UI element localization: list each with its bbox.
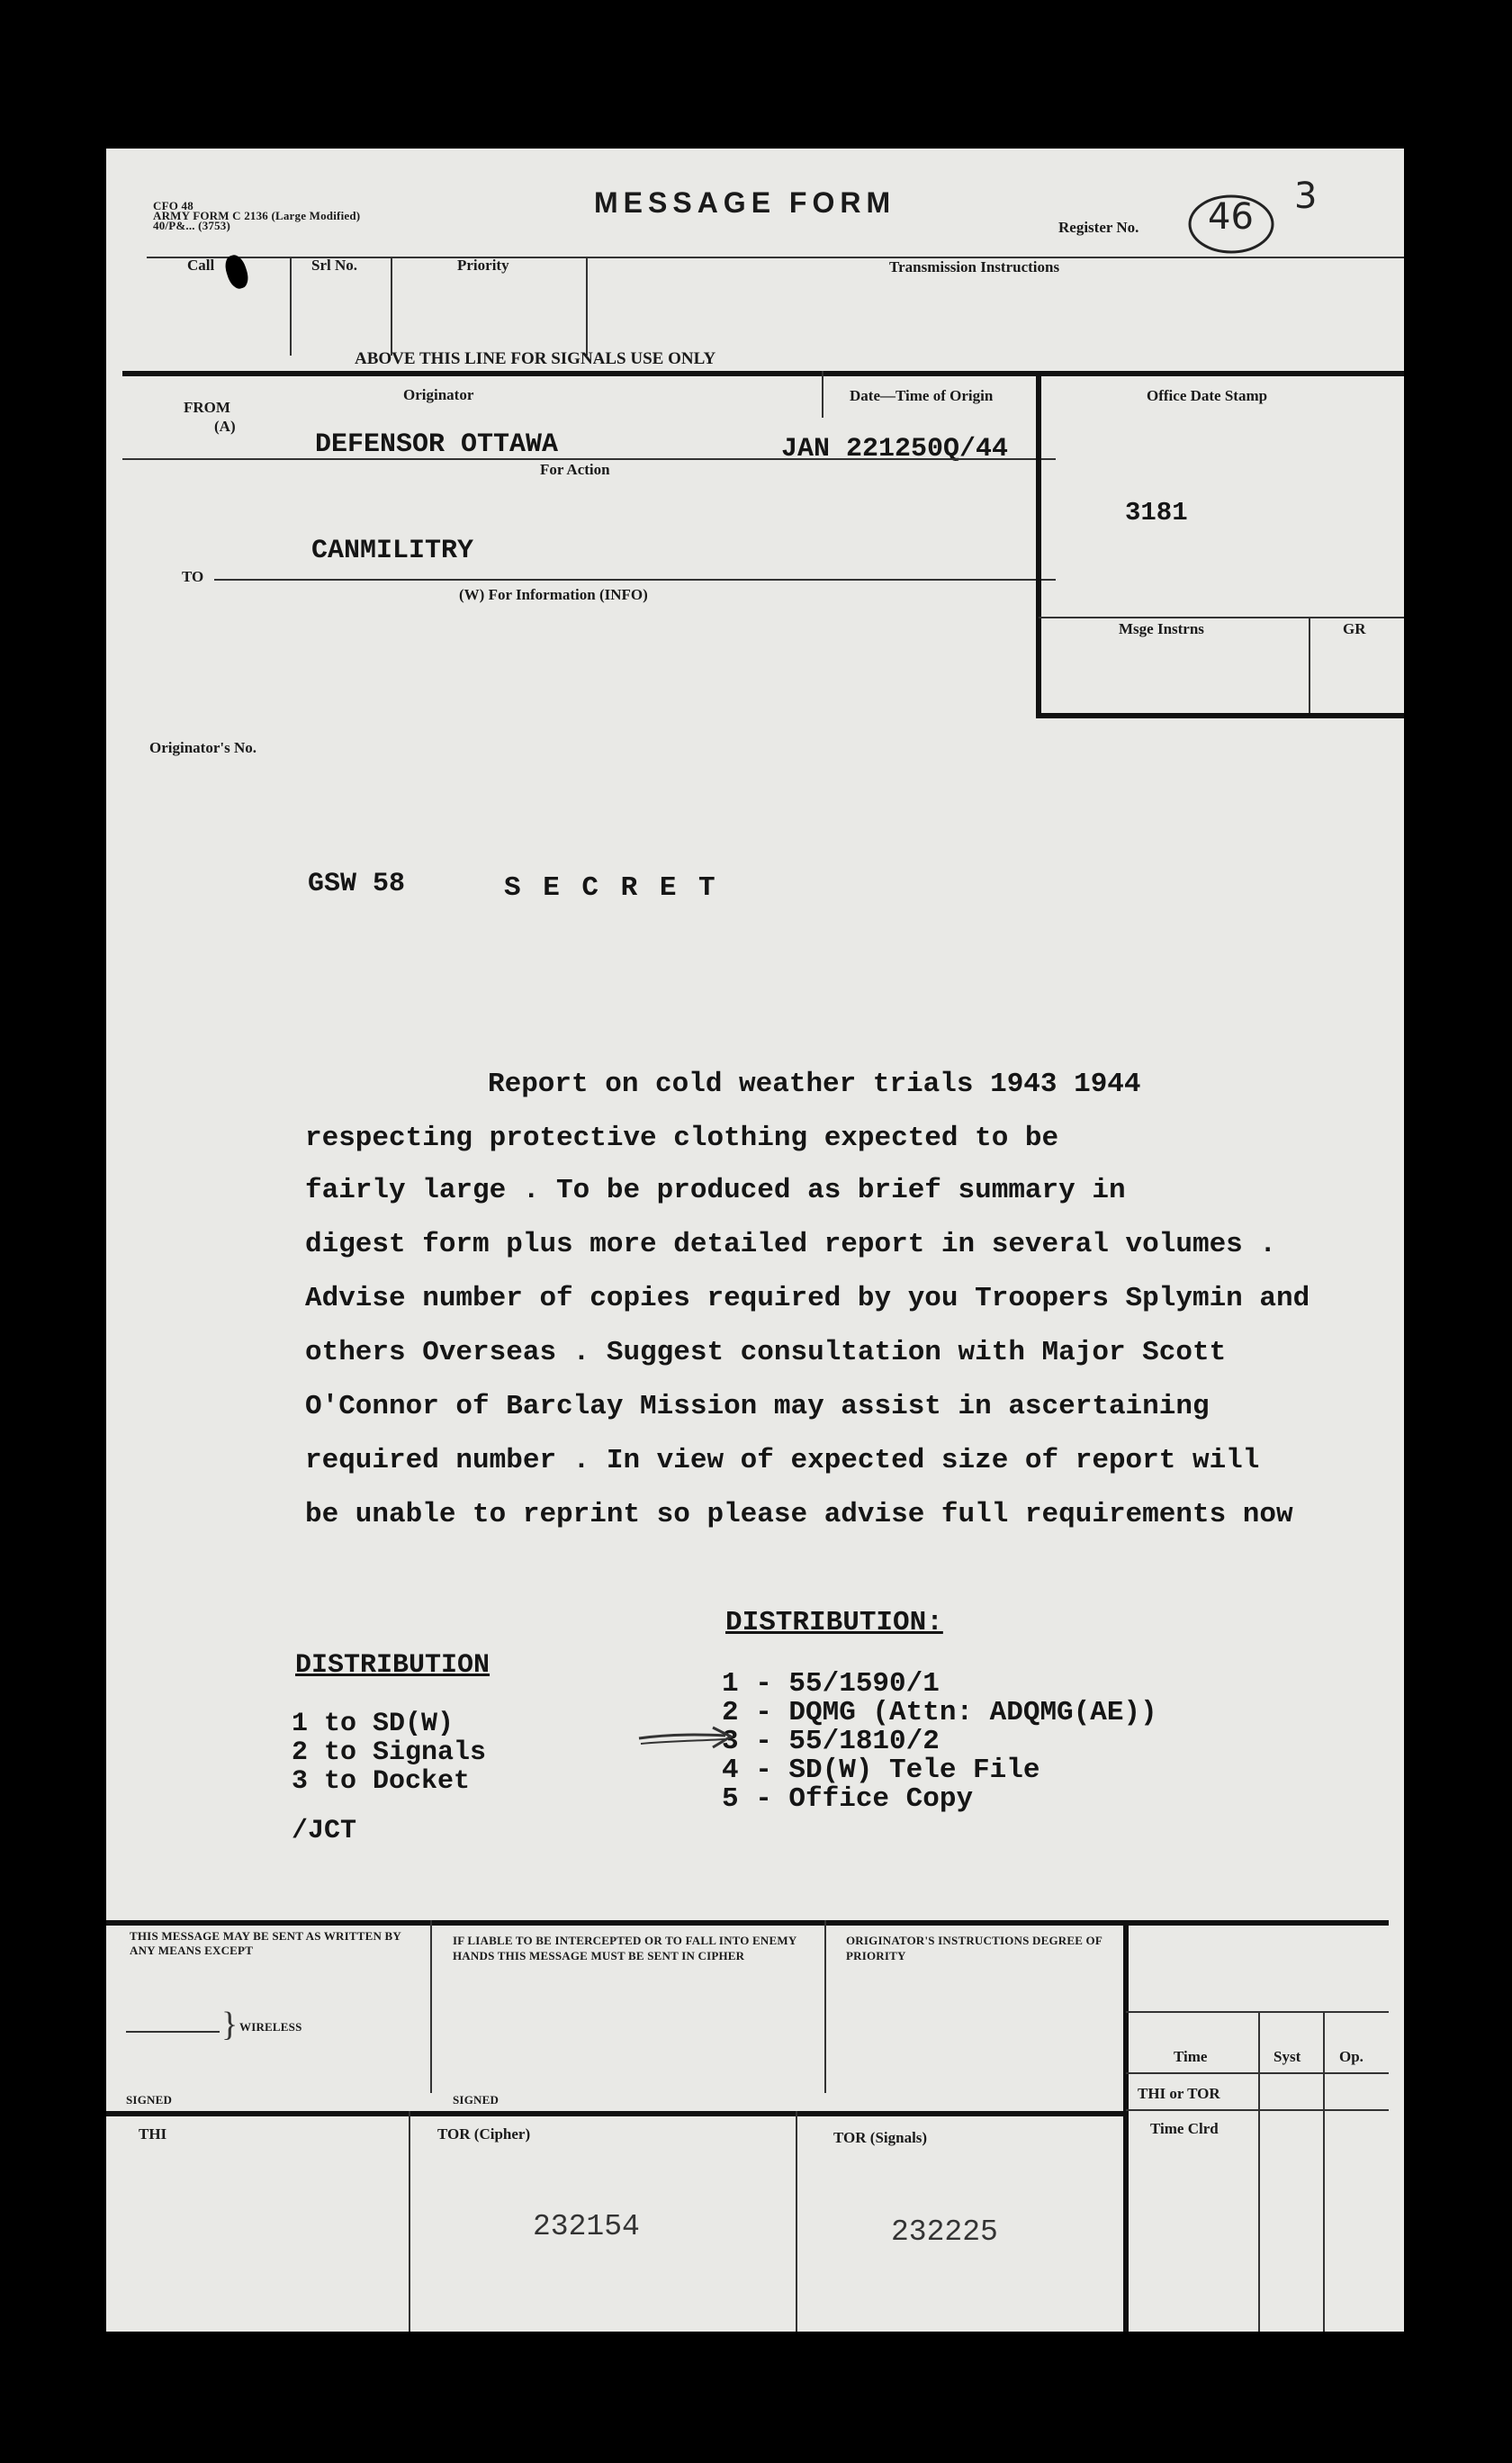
message-line-9: be unable to reprint so please advise full requirements now xyxy=(305,1499,1293,1530)
classification: S E C R E T xyxy=(504,872,718,904)
from-sub-label: (A) xyxy=(214,418,236,435)
thi-label: THI xyxy=(139,2125,167,2143)
brace-icon: } xyxy=(221,2006,238,2043)
transmission-instructions-label: Transmission Instructions xyxy=(889,258,1060,275)
date-time-origin-label: Date—Time of Origin xyxy=(850,387,994,404)
distribution-left-list xyxy=(292,1710,486,1796)
time-clrd-label: Time Clrd xyxy=(1150,2120,1219,2137)
priority-label: Priority xyxy=(457,257,509,274)
call-label: Call xyxy=(187,257,215,274)
message-form-sheet xyxy=(106,149,1404,2332)
distribution-right-item: 5 - Office Copy xyxy=(722,1783,974,1815)
message-line-1: Report on cold weather trials 1943 1944 xyxy=(488,1069,1141,1100)
originators-no-label: Originator's No. xyxy=(149,739,256,756)
syst-header: Syst xyxy=(1274,2048,1301,2065)
time-header: Time xyxy=(1174,2048,1208,2065)
form-title: MESSAGE FORM xyxy=(594,186,896,219)
initials: /JCT xyxy=(292,1816,357,1846)
to-label: TO xyxy=(182,568,204,585)
register-number: 46 xyxy=(1208,196,1254,238)
tor-signals-label: TOR (Signals) xyxy=(833,2129,928,2146)
distribution-left-item: 3 to Docket xyxy=(292,1766,471,1797)
distribution-right-list xyxy=(722,1670,1157,1814)
distribution-right-item: 1 - 55/1590/1 xyxy=(722,1668,940,1700)
office-stamp-label: Office Date Stamp xyxy=(1147,387,1268,404)
info-label: (W) For Information (INFO) xyxy=(459,586,648,603)
distribution-left-item: 1 to SD(W) xyxy=(292,1709,454,1739)
originator-value: DEFENSOR OTTAWA xyxy=(315,429,559,460)
message-line-6: others Overseas . Suggest consultation with Major Scott xyxy=(305,1337,1227,1368)
footer-send-note: THIS MESSAGE MAY BE SENT AS WRITTEN BY ANY MEANS EXCEPT xyxy=(130,1929,401,1957)
distribution-right-item: 3 - 55/1810/2 xyxy=(722,1726,940,1757)
from-label: FROM xyxy=(184,399,230,416)
message-line-3: fairly large . To be produced as brief summary in xyxy=(305,1175,1126,1206)
form-codes: CFO 48 ARMY FORM C 2136 (Large Modified) 40/P&... (3753) xyxy=(153,199,361,232)
gr-label: GR xyxy=(1343,620,1366,637)
footer-cipher-note: IF LIABLE TO BE INTERCEPTED OR TO FALL INTO ENEMY HANDS THIS MESSAGE MUST BE SENT IN CIPHER xyxy=(453,1934,796,1962)
page-number: 3 xyxy=(1294,176,1318,217)
message-line-8: required number . In view of expected size of report will xyxy=(305,1445,1260,1476)
message-line-5: Advise number of copies required by you Troopers Splymin and xyxy=(305,1283,1310,1314)
tor-cipher-label: TOR (Cipher) xyxy=(437,2125,531,2143)
signed-label-1: SIGNED xyxy=(126,2093,173,2107)
tor-signals-value: 232225 xyxy=(891,2215,998,2249)
office-stamp-value: 3181 xyxy=(1125,498,1188,528)
thi-tor-label: THI or TOR xyxy=(1138,2085,1220,2102)
tor-cipher-value: 232154 xyxy=(533,2210,640,2243)
handwritten-arrow-icon xyxy=(637,1724,734,1751)
footer-originator-instructions: ORIGINATOR'S INSTRUCTIONS DEGREE OF PRIORITY xyxy=(846,1934,1102,1962)
register-label: Register No. xyxy=(1058,219,1139,236)
date-time-origin-value: JAN 221250Q/44 xyxy=(781,434,1009,465)
signed-label-2: SIGNED xyxy=(453,2093,500,2107)
msge-instrns-label: Msge Instrns xyxy=(1119,620,1204,637)
distribution-left-title: DISTRIBUTION xyxy=(295,1650,490,1681)
distribution-right-item: 2 - DQMG (Attn: ADQMG(AE)) xyxy=(722,1697,1157,1728)
distribution-right-item: 4 - SD(W) Tele File xyxy=(722,1755,1040,1786)
wireless-label: WIRELESS xyxy=(239,2020,302,2034)
for-action-label: For Action xyxy=(540,461,610,478)
op-header: Op. xyxy=(1339,2048,1364,2065)
originator-label: Originator xyxy=(403,386,474,403)
message-line-2: respecting protective clothing expected to be xyxy=(305,1123,1059,1154)
message-line-7: O'Connor of Barclay Mission may assist in ascertaining xyxy=(305,1391,1210,1422)
to-action-value: CANMILITRY xyxy=(311,536,474,566)
distribution-left-item: 2 to Signals xyxy=(292,1737,487,1768)
message-reference: GSW 58 xyxy=(308,869,406,899)
signals-use-note: ABOVE THIS LINE FOR SIGNALS USE ONLY xyxy=(355,349,716,368)
distribution-right-title: DISTRIBUTION: xyxy=(725,1607,943,1638)
srl-no-label: Srl No. xyxy=(311,257,357,274)
message-line-4: digest form plus more detailed report in several volumes . xyxy=(305,1229,1276,1260)
